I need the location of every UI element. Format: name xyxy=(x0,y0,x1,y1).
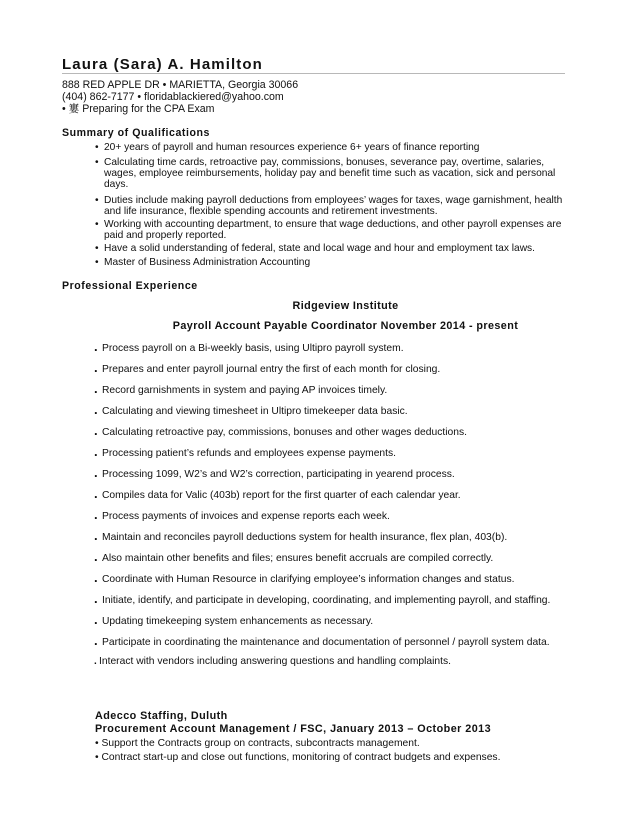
bullet: . xyxy=(94,612,98,627)
duty-text: Participate in coordinating the maintenance and documentation of personnel / payroll system data. xyxy=(102,637,550,648)
duty-text: Maintain and reconciles payroll deductions system for health insurance, flex plan, 403(b). xyxy=(102,532,508,543)
summary-item-text: Have a solid understanding of federal, state and local wage and hour and employment tax laws. xyxy=(104,243,535,254)
summary-item xyxy=(95,257,565,268)
job1-duty xyxy=(94,383,387,397)
duty-text: Record garnishments in system and paying AP invoices timely. xyxy=(102,385,388,396)
job1-duty xyxy=(94,572,514,586)
job2-item-text: Support the Contracts group on contracts, subcontracts management. xyxy=(101,738,420,749)
job2-employer: Adecco Staffing, Duluth xyxy=(95,710,228,722)
job2-item xyxy=(95,752,500,763)
job2-item xyxy=(95,738,420,749)
bullet: • xyxy=(95,257,99,268)
bullet: . xyxy=(94,507,98,522)
summary-item xyxy=(95,157,565,190)
summary-item-text: Master of Business Administration Accounting xyxy=(104,257,311,268)
bullet: . xyxy=(94,570,98,585)
bullet: • xyxy=(95,738,99,749)
bullet: . xyxy=(94,339,98,354)
candidate-name: Laura (Sara) A. Hamilton xyxy=(62,56,263,73)
bullet: • xyxy=(95,243,99,254)
duty-text: Process payments of invoices and expense reports each week. xyxy=(102,511,390,522)
bullet: • xyxy=(95,219,99,230)
job1-duty xyxy=(94,404,408,418)
duty-text: Calculating and viewing timesheet in Ultipro timekeeper data basic. xyxy=(102,406,408,417)
bullet: . xyxy=(94,486,98,501)
bullet: . xyxy=(94,633,98,648)
summary-item-text: 20+ years of payroll and human resources experience 6+ years of finance reporting xyxy=(104,142,480,153)
job1-duty xyxy=(94,551,493,565)
contact-note: • 寠 Preparing for the CPA Exam xyxy=(62,103,215,115)
summary-item-text: Working with accounting department, to ensure that wage deductions, and other payroll expenses are paid and properly reported. xyxy=(104,219,562,241)
summary-item xyxy=(95,142,565,153)
experience-heading: Professional Experience xyxy=(62,280,198,292)
job1-duty xyxy=(94,530,507,544)
bullet: . xyxy=(94,381,98,396)
summary-item xyxy=(95,195,565,217)
duty-text: Calculating retroactive pay, commissions, bonuses and other wages deductions. xyxy=(102,427,467,438)
job2-title: Procurement Account Management / FSC, January 2013 – October 2013 xyxy=(95,723,492,735)
duty-text: Processing patient’s refunds and employees expense payments. xyxy=(102,448,397,459)
bullet: . xyxy=(94,360,98,375)
summary-item xyxy=(95,243,565,254)
summary-item-text: Calculating time cards, retroactive pay, commissions, bonuses, severance pay, overtime, salaries, wages, employee reimbursements, holiday pay and benefit time such as vacation, sick and personal days. xyxy=(104,157,556,190)
bullet: • xyxy=(95,142,99,153)
bullet: . xyxy=(94,444,98,459)
summary-item xyxy=(95,219,565,241)
duty-text: Updating timekeeping system enhancements as necessary. xyxy=(102,616,374,627)
bullet: • xyxy=(95,752,99,763)
job1-duty xyxy=(94,362,440,376)
duty-text: Process payroll on a Bi-weekly basis, using Ultipro payroll system. xyxy=(102,343,404,354)
job1-duty xyxy=(94,341,404,355)
duty-text: Interact with vendors including answering questions and handling complaints. xyxy=(99,656,452,667)
bullet: . xyxy=(94,591,98,606)
job1-title: Payroll Account Payable Coordinator November 2014 - present xyxy=(172,320,519,332)
bullet: . xyxy=(94,656,97,667)
bullet: . xyxy=(94,549,98,564)
bullet: . xyxy=(94,402,98,417)
duty-text: Processing 1099, W2’s and W2’s correction, participating in yearend process. xyxy=(102,469,455,480)
duty-text: Prepares and enter payroll journal entry the first of each month for closing. xyxy=(102,364,441,375)
job1-duty xyxy=(94,509,390,523)
duty-text: Initiate, identify, and participate in developing, coordinating, and implementing payroll, and staffing. xyxy=(102,595,551,606)
duty-text: Coordinate with Human Resource in clarifying employee’s information changes and status. xyxy=(102,574,515,585)
summary-heading: Summary of Qualifications xyxy=(62,127,210,139)
job1-duty xyxy=(94,593,550,607)
bullet: . xyxy=(94,423,98,438)
duty-text: Compiles data for Valic (403b) report for the first quarter of each calendar year. xyxy=(102,490,461,501)
contact-phone-email: (404) 862-7177 • floridablackiered@yahoo.com xyxy=(62,91,284,103)
job1-employer: Ridgeview Institute xyxy=(292,300,399,312)
duty-text: Also maintain other benefits and files; ensures benefit accruals are compiled correctly. xyxy=(102,553,494,564)
job1-duty xyxy=(94,425,467,439)
job1-duty xyxy=(94,467,455,481)
bullet: • xyxy=(95,195,99,206)
job1-duty xyxy=(94,656,451,668)
bullet: . xyxy=(94,465,98,480)
job1-duty xyxy=(94,635,550,649)
job1-duty xyxy=(94,488,461,502)
bullet: . xyxy=(94,528,98,543)
contact-address: 888 RED APPLE DR • MARIETTA, Georgia 30066 xyxy=(62,79,299,91)
bullet: • xyxy=(95,157,99,168)
job1-duty xyxy=(94,446,396,460)
job1-duty xyxy=(94,614,373,628)
header-divider xyxy=(62,73,565,74)
summary-item-text: Duties include making payroll deductions from employees’ wages for taxes, wage garnishment, health and life insurance, flexible spending accounts and retirement investments. xyxy=(104,195,563,217)
job2-item-text: Contract start-up and close out functions, monitoring of contract budgets and expenses. xyxy=(101,752,501,763)
